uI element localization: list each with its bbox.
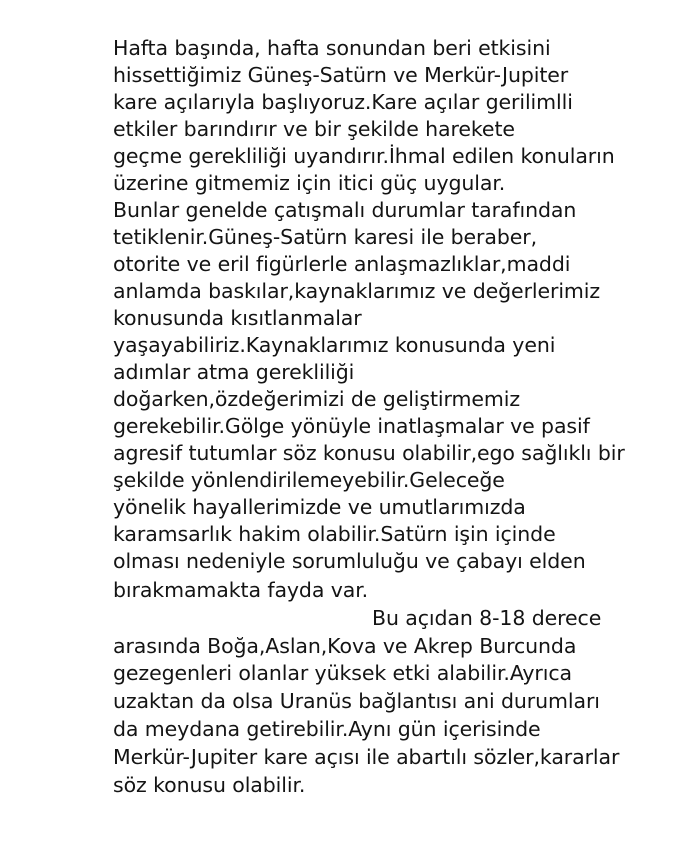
- text-line: anlamda baskılar,kaynaklarımız ve değerlerimiz: [113, 279, 601, 303]
- text-line: Hafta başında, hafta sonundan beri etkisini: [113, 36, 551, 60]
- text-line: konusunda kısıtlanmalar: [113, 306, 362, 330]
- text-line: yaşayabiliriz.Kaynaklarımız konusunda yeni: [113, 333, 556, 357]
- text-line: şekilde yönlendirilemeyebilir.Geleceğe: [113, 468, 505, 492]
- text-line: bırakmamakta fayda var.: [113, 578, 369, 602]
- text-line: arasında Boğa,Aslan,Kova ve Akrep Burcunda: [113, 634, 577, 658]
- text-line: hissettiğimiz Güneş-Satürn ve Merkür-Jupiter: [113, 63, 569, 87]
- text-line: karamsarlık hakim olabilir.Satürn işin içinde: [113, 522, 556, 546]
- text-line: geçme gerekliliği uyandırır.İhmal edilen konuların: [113, 144, 615, 168]
- text-line: Bunlar genelde çatışmalı durumlar tarafından: [113, 198, 577, 222]
- text-line: olması nedeniyle sorumluluğu ve çabayı elden: [113, 549, 586, 573]
- text-line: adımlar atma gerekliliği: [113, 360, 355, 384]
- text-line: da meydana getirebilir.Aynı gün içerisinde: [113, 717, 541, 741]
- text-line: doğarken,özdeğerimizi de geliştirmemiz: [113, 387, 520, 411]
- text-line: Bu açıdan 8-18 derece: [372, 606, 602, 630]
- text-line: gezegenleri olanlar yüksek etki alabilir.Ayrıca: [113, 661, 572, 685]
- text-line: gerekebilir.Gölge yönüyle inatlaşmalar ve pasif: [113, 414, 590, 438]
- text-line: tetiklenir.Güneş-Satürn karesi ile beraber,: [113, 225, 538, 249]
- text-line: kare açılarıyla başlıyoruz.Kare açılar gerilimlli: [113, 90, 573, 114]
- text-line: Merkür-Jupiter kare açısı ile abartılı sözler,kararlar: [113, 745, 620, 769]
- text-line: etkiler barındırır ve bir şekilde harekete: [113, 117, 515, 141]
- text-line: yönelik hayallerimizde ve umutlarımızda: [113, 495, 526, 519]
- text-line: söz konusu olabilir.: [113, 773, 306, 797]
- text-line: agresif tutumlar söz konusu olabilir,ego sağlıklı bir: [113, 441, 625, 465]
- text-line: otorite ve eril figürlerle anlaşmazlıklar,maddi: [113, 252, 571, 276]
- text-line: uzaktan da olsa Uranüs bağlantısı ani durumları: [113, 689, 600, 713]
- text-line: üzerine gitmemiz için itici güç uygular.: [113, 171, 506, 195]
